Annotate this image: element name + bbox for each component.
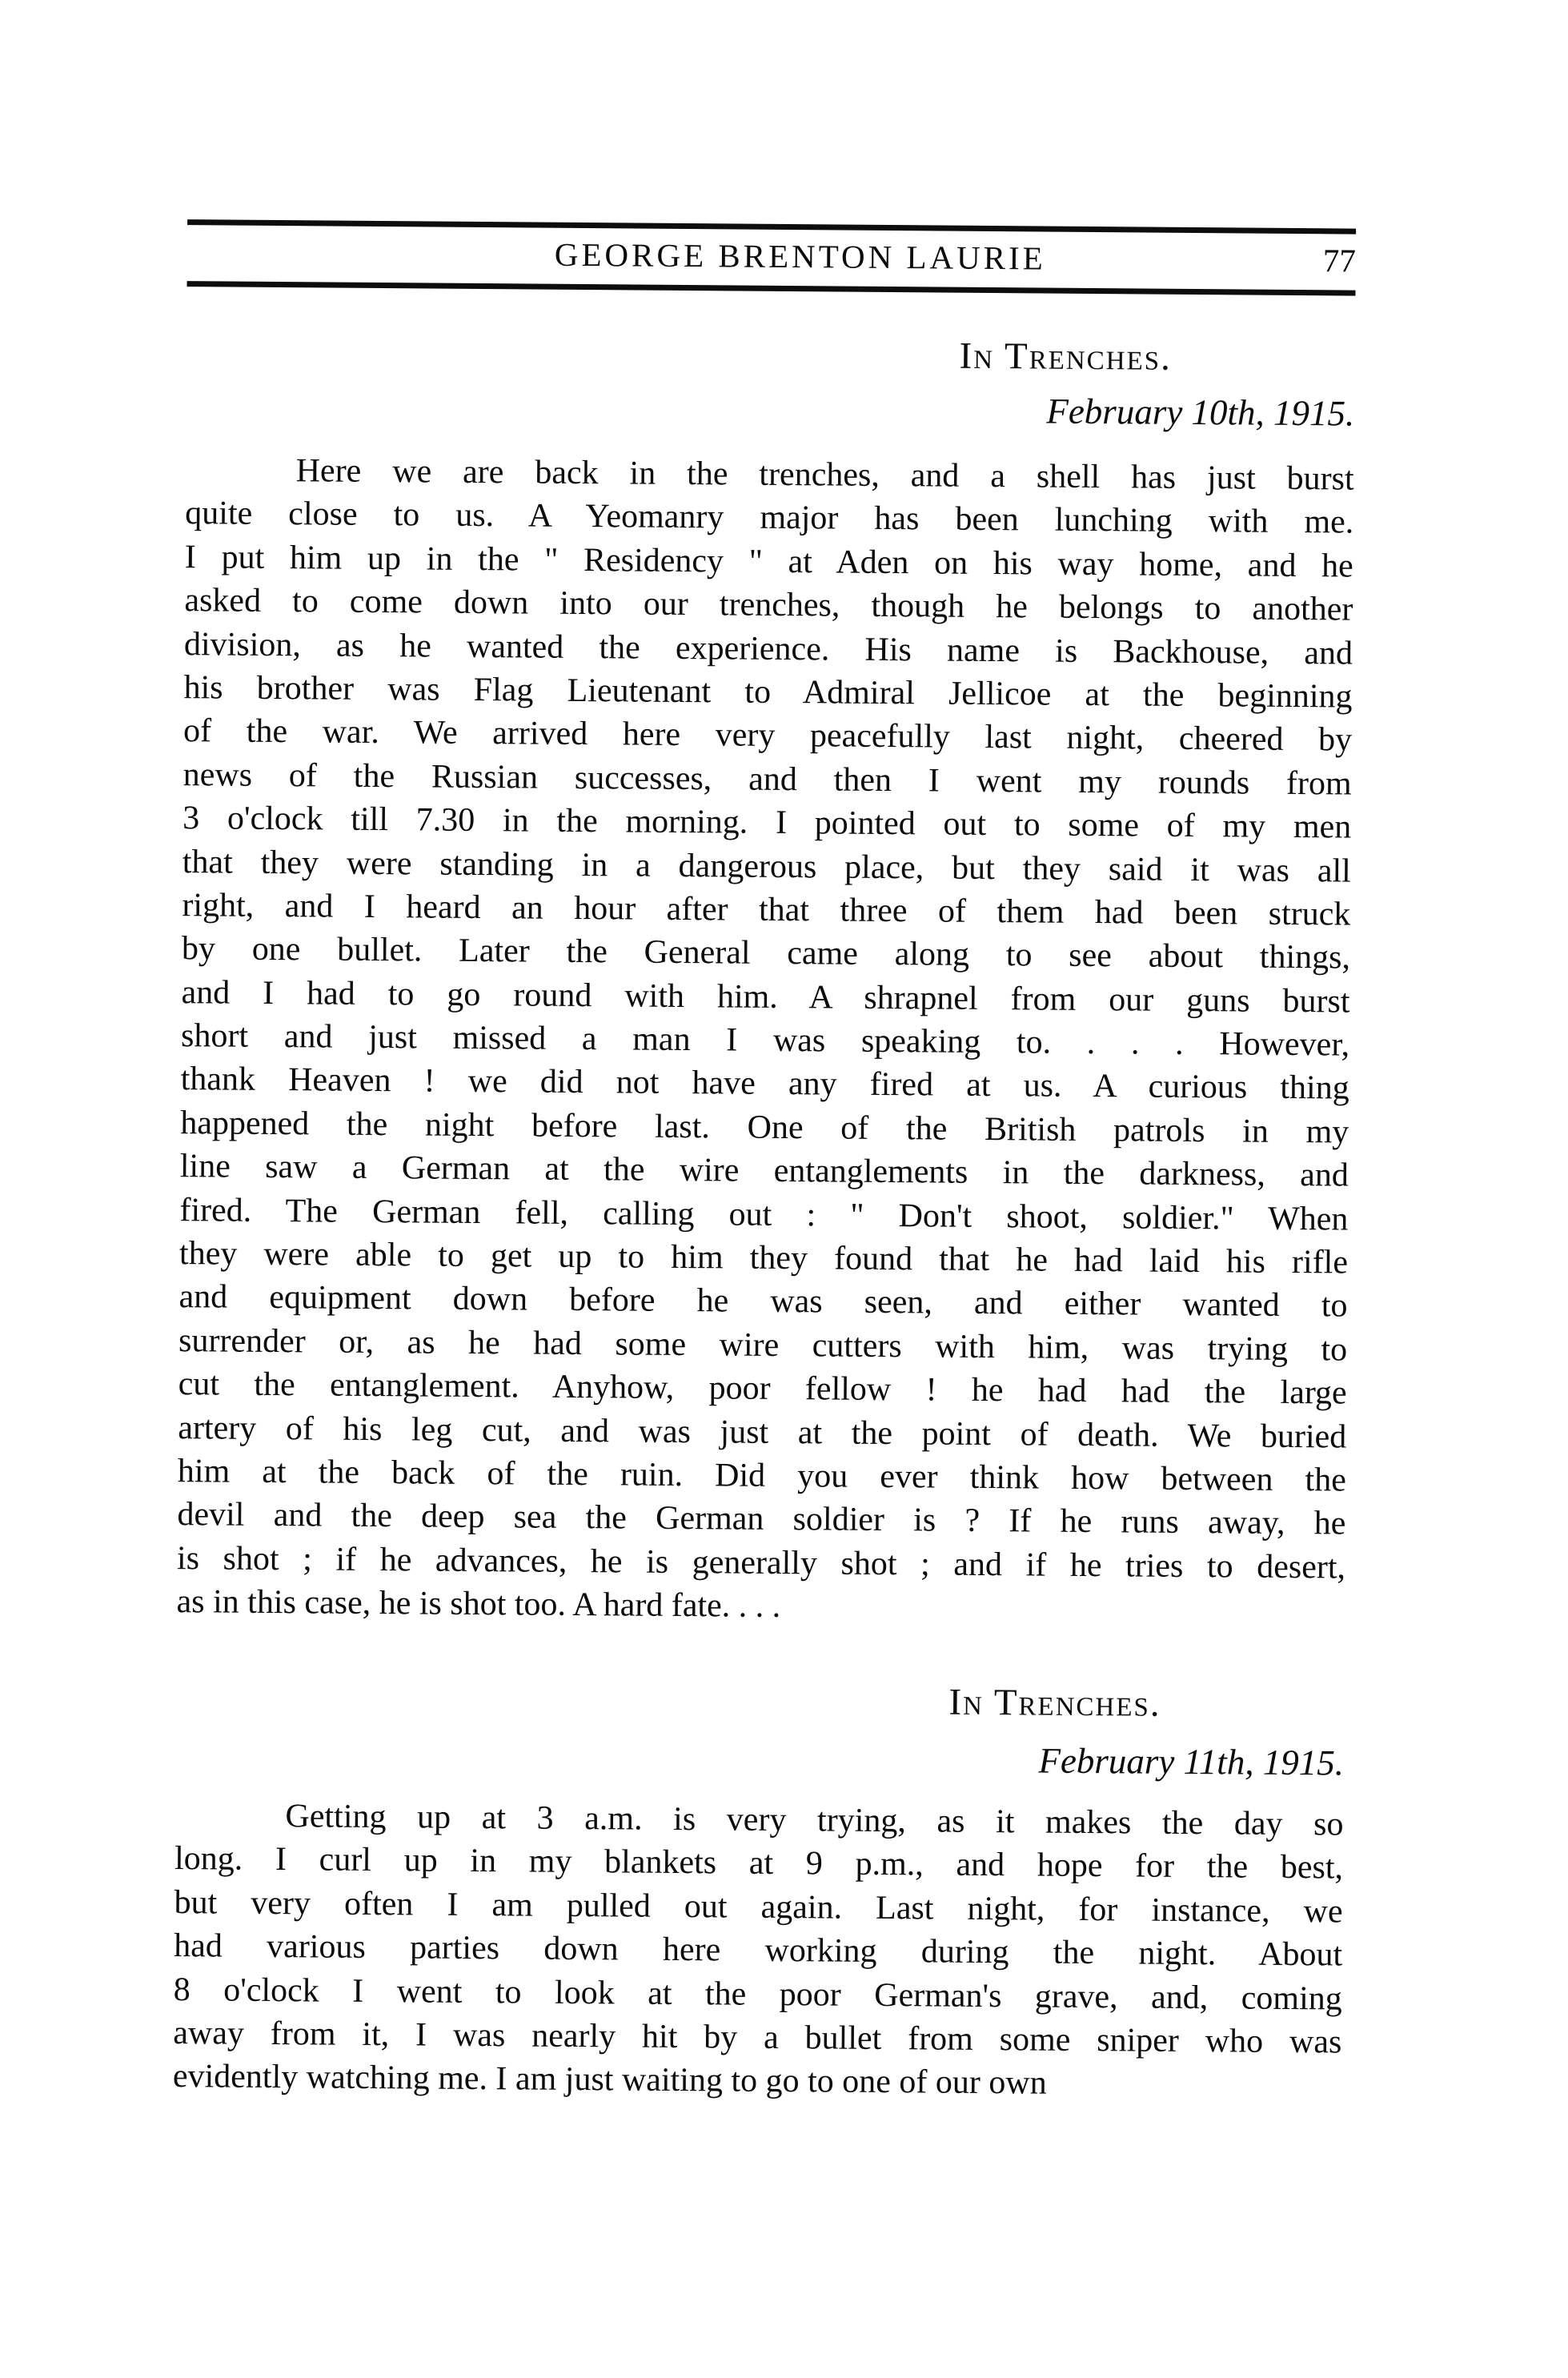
text-line: by one bullet. Later the General came along to see about things, [181,930,1351,976]
text-line: division, as he wanted the experience. His name is Backhouse, and [183,625,1353,672]
text-line: quite close to us. A Yeomanry major has been lunching with me. [185,495,1354,541]
text-line: as in this case, he is shot too. A hard fate. . . . [176,1583,781,1626]
text-line: I put him up in the " Residency " at Aden on his way home, and he [184,538,1353,585]
text-line: had various parties down here working during the night. About [174,1927,1343,1974]
entry-1-paragraph [176,448,1353,1633]
entry-1-date: February 10th, 1915. [1046,391,1355,434]
running-header-title: GEORGE BRENTON LAURIE [554,235,1046,277]
text-line: Getting up at 3 a.m. is very trying, as it makes the day so [285,1798,1344,1843]
text-line: his brother was Flag Lieutenant to Admiral Jellicoe at the beginning [183,669,1353,716]
text-line: away from it, I was nearly hit by a bullet from some sniper who was [173,2015,1342,2061]
header-rule-top [187,219,1356,234]
text-line: of the war. We arrived here very peacefully last night, cheered by [182,712,1353,759]
text-line: asked to come down into our trenches, though he belongs to another [184,582,1353,628]
text-line: right, and I heard an hour after that three of them had been struck [182,886,1351,933]
text-line: but very often I am pulled out again. Last night, for instance, we [174,1883,1343,1931]
text-line: that they were standing in a dangerous place, but they said it was all [182,843,1351,890]
text-line: Here we are back in the trenches, and a shell has just burst [295,452,1354,498]
text-line: artery of his leg cut, and was just at the point of death. We buried [178,1409,1347,1456]
text-line: happened the night before last. One of the British patrols in my [180,1104,1349,1151]
text-line: cut the entanglement. Anyhow, poor fellow ! he had had the large [178,1365,1347,1412]
entry-2-paragraph [173,1794,1344,2107]
text-line: surrender or, as he had some wire cutters with him, was trying to [178,1321,1348,1369]
header-rule-bottom [186,281,1355,295]
text-line: news of the Russian successes, and then I went my rounds from [182,756,1352,803]
text-line: him at the back of the ruin. Did you ever think how between the [177,1453,1347,1499]
text-line: 3 o'clock till 7.30 in the morning. I pointed out to some of my men [182,800,1352,846]
entry-2-date: February 11th, 1915. [1038,1740,1345,1783]
running-header [187,232,1356,283]
entry-2-heading: In Trenches. [948,1681,1161,1725]
text-line: fired. The German fell, calling out : " Don't shoot, soldier." When [179,1191,1349,1238]
text-line: they were able to get up to him they found that he had laid his rifle [178,1235,1349,1281]
text-line: line saw a German at the wire entanglements in the darkness, and [179,1148,1349,1194]
text-line: evidently watching me. I am just waiting to go to one of our own [172,2058,1047,2102]
text-line: devil and the deep sea the German soldier is ? If he runs away, he [177,1496,1346,1542]
text-line: is shot ; if he advances, he is generally shot ; and if he tries to desert, [176,1539,1346,1586]
text-line: thank Heaven ! we did not have any fired at us. A curious thing [180,1061,1349,1108]
text-line: and equipment down before he was seen, and either wanted to [178,1278,1348,1325]
page-number: 77 [1322,242,1356,279]
text-line: 8 o'clock I went to look at the poor German's grave, and, coming [173,1971,1342,2018]
text-line: short and just missed a man I was speaking to. . . . However, [180,1017,1350,1064]
text-line: long. I curl up in my blankets at 9 p.m., and hope for the best, [174,1840,1344,1887]
text-line: and I had to go round with him. A shrapnel from our guns burst [181,973,1350,1021]
entry-1-heading: In Trenches. [959,335,1173,379]
